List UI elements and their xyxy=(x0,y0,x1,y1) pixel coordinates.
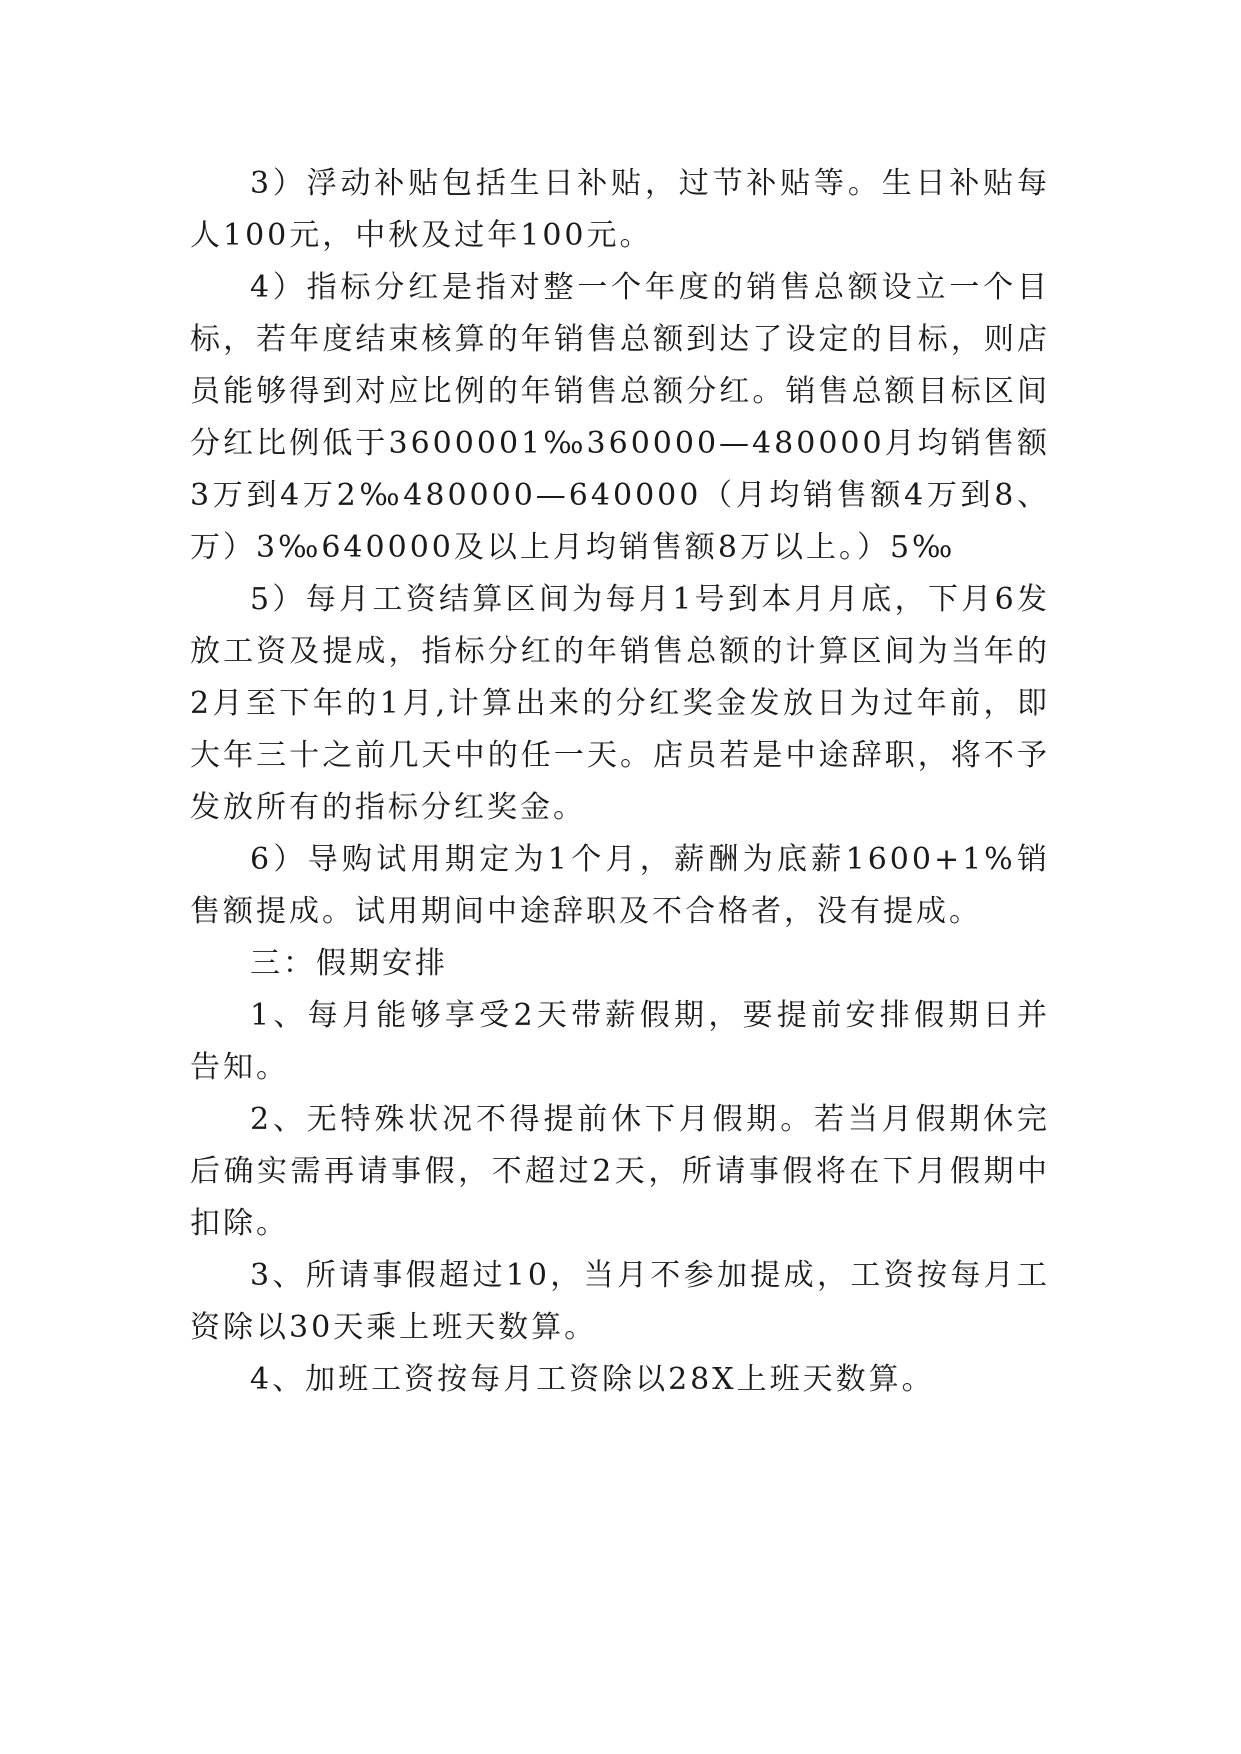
paragraph-floating-subsidy: 3）浮动补贴包括生日补贴，过节补贴等。生日补贴每人100元，中秋及过年100元。 xyxy=(190,166,1050,253)
document-body xyxy=(190,158,1050,1406)
paragraph-leave-rules: 2、无特殊状况不得提前休下月假期。若当月假期休完后确实需再请事假，不超过2天，所请事假将在下月假期中扣除。 xyxy=(190,1102,1050,1241)
paragraph-probation: 6）导购试用期定为1个月，薪酬为底薪1600+1%销售额提成。试用期间中途辞职及不合格者，没有提成。 xyxy=(190,842,1050,929)
section-heading-holidays: 三：假期安排 xyxy=(250,946,448,981)
paragraph-overtime-pay: 4、加班工资按每月工资除以28X上班天数算。 xyxy=(250,1362,935,1397)
paragraph-personal-leave: 3、所请事假超过10，当月不参加提成，工资按每月工资除以30天乘上班天数算。 xyxy=(190,1258,1050,1345)
paragraph-target-bonus: 4）指标分红是指对整一个年度的销售总额设立一个目标，若年度结束核算的年销售总额到达了设定的目标，则店员能够得到对应比例的年销售总额分红。销售总额目标区间分红比例低于3600001‰360000—480000月均销售额3万到4万2‰480000—640000（月均销售额4万到8、万）3‰640000及以上月均销售额8万以上。）5‰ xyxy=(190,270,1050,565)
paragraph-paid-leave: 1、每月能够享受2天带薪假期，要提前安排假期日并告知。 xyxy=(190,998,1050,1085)
paragraph-salary-settlement: 5）每月工资结算区间为每月1号到本月月底，下月6发放工资及提成，指标分红的年销售总额的计算区间为当年的2月至下年的1月,计算出来的分红奖金发放日为过年前，即大年三十之前几天中的任一天。店员若是中途辞职，将不予发放所有的指标分红奖金。 xyxy=(190,582,1050,825)
